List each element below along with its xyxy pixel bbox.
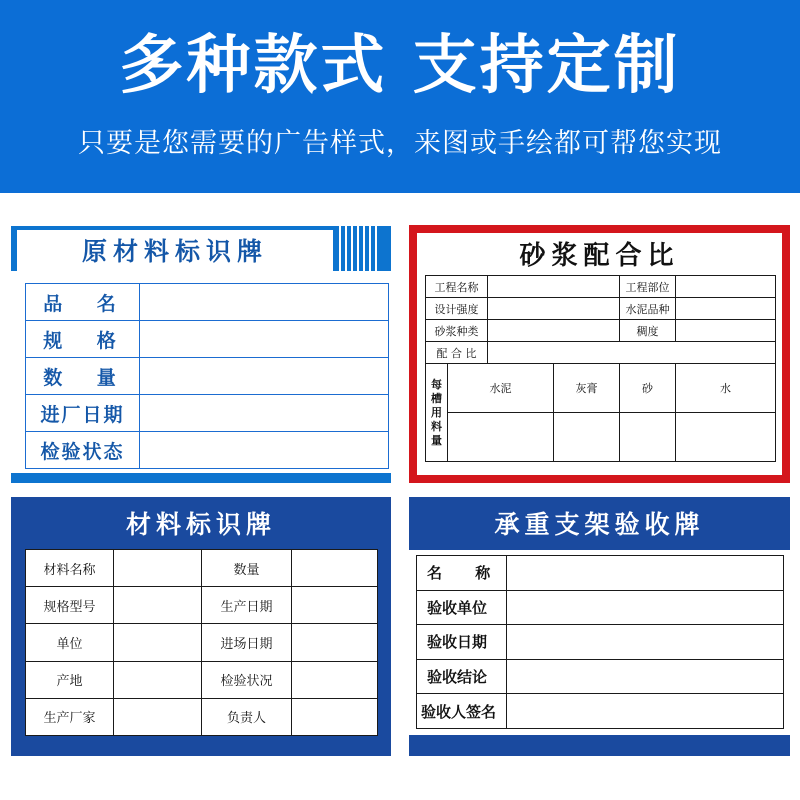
field-label: 材料名称 — [26, 550, 114, 587]
row-label: 检验状态 — [26, 432, 140, 469]
field-label: 进场日期 — [202, 624, 292, 661]
sign-title: 原材料标识牌 — [81, 237, 268, 266]
field-label: 生产厂家 — [26, 698, 114, 735]
blank-cell — [488, 276, 620, 298]
row-label: 数 量 — [26, 358, 140, 395]
blank-cell — [488, 342, 776, 364]
field-label: 单位 — [26, 624, 114, 661]
blank-cell — [140, 432, 389, 469]
field-label: 设计强度 — [426, 298, 488, 320]
field-label: 负责人 — [202, 698, 292, 735]
blank-cell — [140, 358, 389, 395]
blank-cell — [488, 298, 620, 320]
column-header: 水泥 — [448, 364, 554, 413]
banner-title: 多种款式 支持定制 — [119, 29, 681, 103]
field-label: 配 合 比 — [426, 342, 488, 364]
blank-cell — [676, 413, 776, 462]
row-label: 验收结论 — [417, 659, 507, 694]
blank-cell — [292, 698, 378, 735]
field-label: 检验状况 — [202, 661, 292, 698]
stripe-decoration — [339, 226, 379, 271]
sign-table — [425, 275, 776, 462]
sign-support-acceptance — [409, 497, 790, 756]
sign-footer-bar — [11, 473, 391, 483]
field-label: 稠度 — [620, 320, 676, 342]
sign-title: 砂浆配合比 — [519, 241, 680, 271]
promo-banner — [0, 0, 800, 193]
field-label: 规格型号 — [26, 587, 114, 624]
blank-cell — [676, 298, 776, 320]
blank-cell — [620, 413, 676, 462]
blank-cell — [140, 284, 389, 321]
blank-cell — [448, 413, 554, 462]
field-label: 产地 — [26, 661, 114, 698]
blank-cell — [140, 395, 389, 432]
blank-cell — [507, 694, 784, 729]
row-label: 进厂日期 — [26, 395, 140, 432]
field-label: 工程名称 — [426, 276, 488, 298]
blank-cell — [676, 276, 776, 298]
sign-table — [25, 283, 389, 469]
row-label: 名 称 — [417, 556, 507, 591]
banner-subtitle: 只要是您需要的广告样式，来图或手绘都可帮您实现 — [78, 128, 722, 159]
sign-title: 承重支架验收牌 — [494, 510, 705, 539]
field-label: 生产日期 — [202, 587, 292, 624]
blank-cell — [114, 698, 202, 735]
sign-header — [17, 230, 333, 274]
blank-cell — [292, 661, 378, 698]
column-header: 灰膏 — [554, 364, 620, 413]
sign-mortar-ratio — [409, 225, 790, 483]
row-label: 验收人签名 — [417, 694, 507, 729]
blank-cell — [114, 587, 202, 624]
blank-cell — [507, 590, 784, 625]
field-label: 工程部位 — [620, 276, 676, 298]
blank-cell — [554, 413, 620, 462]
blank-cell — [292, 550, 378, 587]
sign-header — [409, 497, 790, 550]
blank-cell — [507, 625, 784, 660]
sign-material — [11, 497, 391, 756]
blank-cell — [114, 550, 202, 587]
blank-cell — [140, 321, 389, 358]
row-label: 验收日期 — [417, 625, 507, 660]
blank-cell — [488, 320, 620, 342]
side-label: 每 槽 用 料 量 — [426, 364, 448, 462]
blank-cell — [292, 587, 378, 624]
blank-cell — [676, 320, 776, 342]
sign-body — [417, 233, 782, 475]
blank-cell — [292, 624, 378, 661]
sign-footer-bar — [409, 735, 790, 756]
blank-cell — [114, 661, 202, 698]
row-label: 验收单位 — [417, 590, 507, 625]
row-label: 品 名 — [26, 284, 140, 321]
field-label: 数量 — [202, 550, 292, 587]
blank-cell — [114, 624, 202, 661]
field-label: 水泥品种 — [620, 298, 676, 320]
sign-table — [25, 549, 378, 736]
column-header: 砂 — [620, 364, 676, 413]
row-label: 规 格 — [26, 321, 140, 358]
field-label: 砂浆种类 — [426, 320, 488, 342]
blank-cell — [507, 556, 784, 591]
sign-raw-material — [11, 226, 391, 483]
column-header: 水 — [676, 364, 776, 413]
sign-title: 材料标识牌 — [125, 510, 276, 539]
blank-cell — [507, 659, 784, 694]
sign-table — [416, 555, 784, 729]
